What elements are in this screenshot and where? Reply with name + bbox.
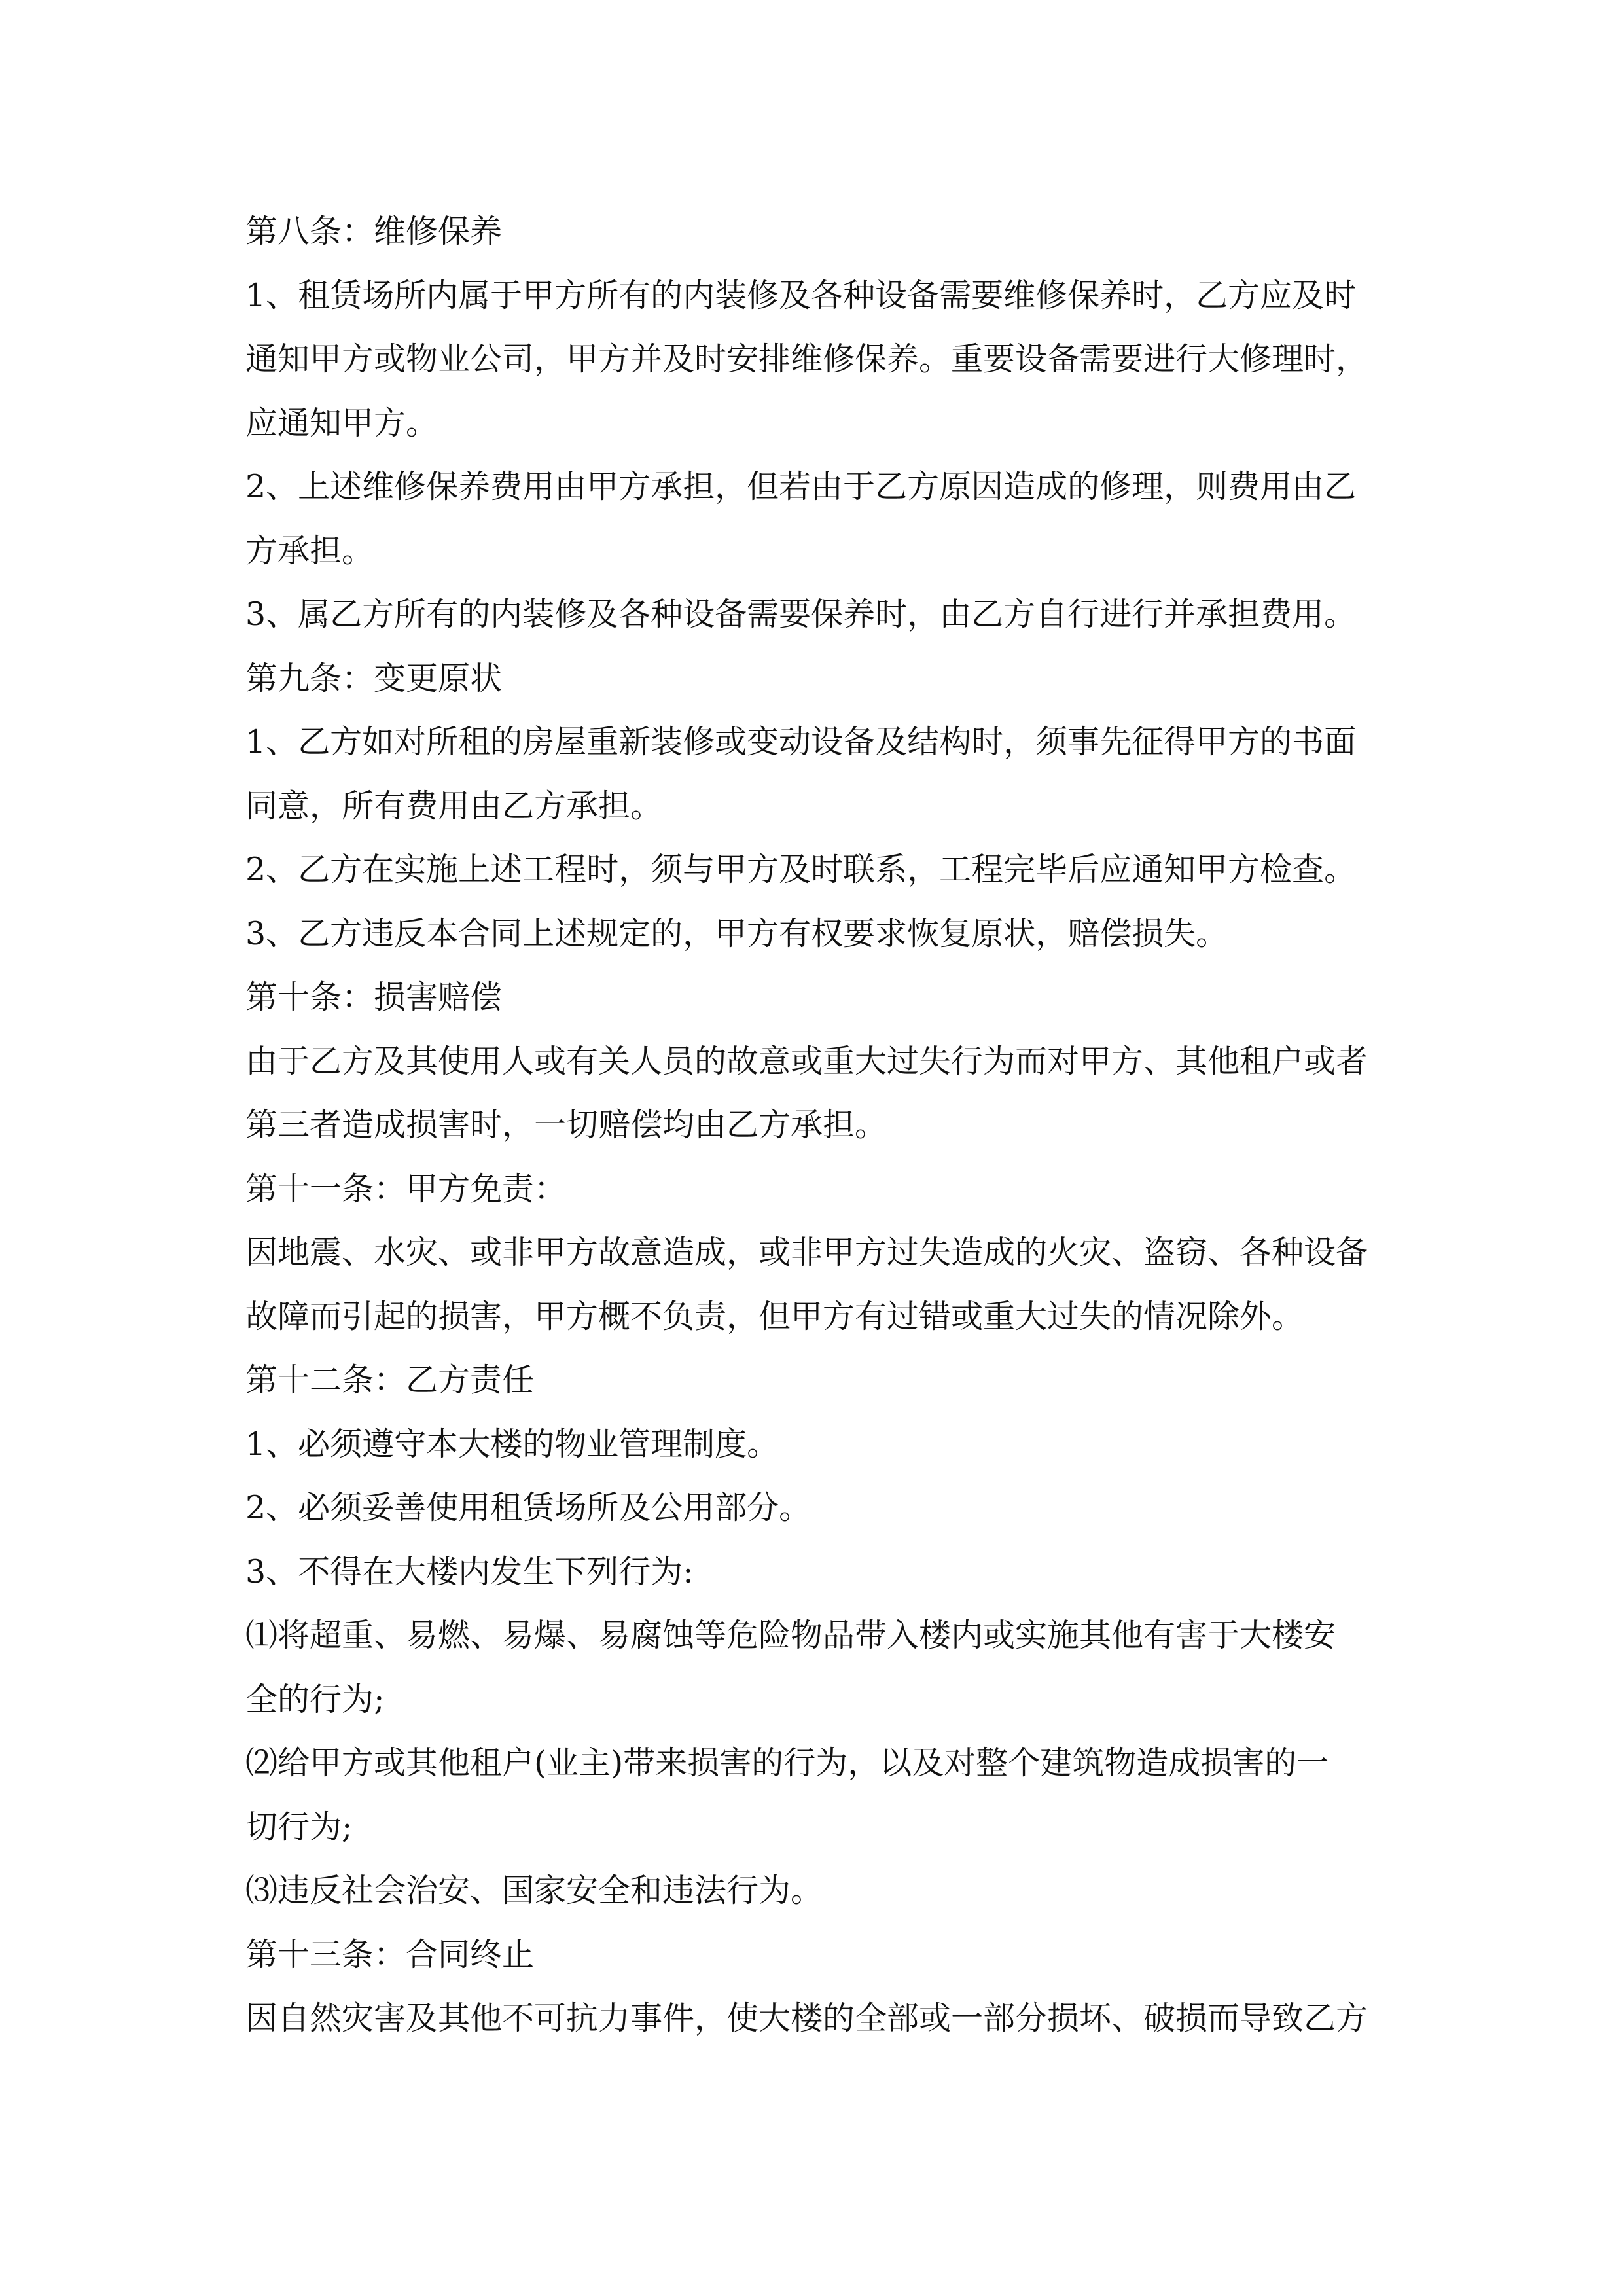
article-8-clause-1: 1、租赁场所内属于甲方所有的内装修及各种设备需要维修保养时，乙方应及时 通知甲方或物业公司，甲方并及时安排维修保养。重要设备需要进行大修理时， 应通知甲方。 (245, 276, 1368, 442)
article-9-heading: 第九条：变更原状 (245, 659, 503, 697)
article-9-clause-3: 3、乙方违反本合同上述规定的，甲方有权要求恢复原状，赔偿损失。 (245, 914, 1228, 952)
article-11-body: 因地震、水灾、或非甲方故意造成，或非甲方过失造成的火灾、盗窃、各种设备 故障而引起的损害，甲方概不负责，但甲方有过错或重大过失的情况除外。 (245, 1234, 1368, 1335)
article-9-clause-2: 2、乙方在实施上述工程时，须与甲方及时联系，工程完毕后应通知甲方检查。 (245, 851, 1357, 888)
article-13-body: 因自然灾害及其他不可抗力事件，使大楼的全部或一部分损坏、破损而导致乙方 (245, 2000, 1368, 2037)
article-12-clause-3: 3、不得在大楼内发生下列行为: (245, 1552, 694, 1590)
article-12-item-1: ⑴将超重、易燃、易爆、易腐蚀等危险物品带入楼内或实施其他有害于大楼安 全的行为; (245, 1617, 1336, 1718)
article-12-heading: 第十二条：乙方责任 (245, 1361, 535, 1399)
article-12-item-2: ⑵给甲方或其他租户(业主)带来损害的行为，以及对整个建筑物造成损害的一 切行为; (245, 1744, 1329, 1846)
article-9-clause-1: 1、乙方如对所租的房屋重新装修或变动设备及结构时，须事先征得甲方的书面 同意，所有费用由乙方承担。 (245, 723, 1357, 825)
article-12-clause-2: 2、必须妥善使用租赁场所及公用部分。 (245, 1489, 812, 1526)
article-12-clause-1: 1、必须遵守本大楼的物业管理制度。 (245, 1425, 779, 1463)
article-12-item-3: ⑶违反社会治安、国家安全和违法行为。 (245, 1872, 823, 1909)
article-8-clause-3: 3、属乙方所有的内装修及各种设备需要保养时，由乙方自行进行并承担费用。 (245, 596, 1357, 633)
article-11-heading: 第十一条：甲方免责： (245, 1170, 567, 1208)
article-10-body: 由于乙方及其使用人或有关人员的故意或重大过失行为而对甲方、其他租户或者 第三者造成损害时，一切赔偿均由乙方承担。 (245, 1042, 1368, 1143)
article-8-clause-2: 2、上述维修保养费用由甲方承担，但若由于乙方原因造成的修理，则费用由乙 方承担。 (245, 468, 1357, 569)
document-page (245, 200, 1384, 2051)
article-8-heading: 第八条：维修保养 (245, 213, 503, 250)
article-13-heading: 第十三条：合同终止 (245, 1935, 535, 1973)
article-10-heading: 第十条：损害赔偿 (245, 978, 503, 1016)
